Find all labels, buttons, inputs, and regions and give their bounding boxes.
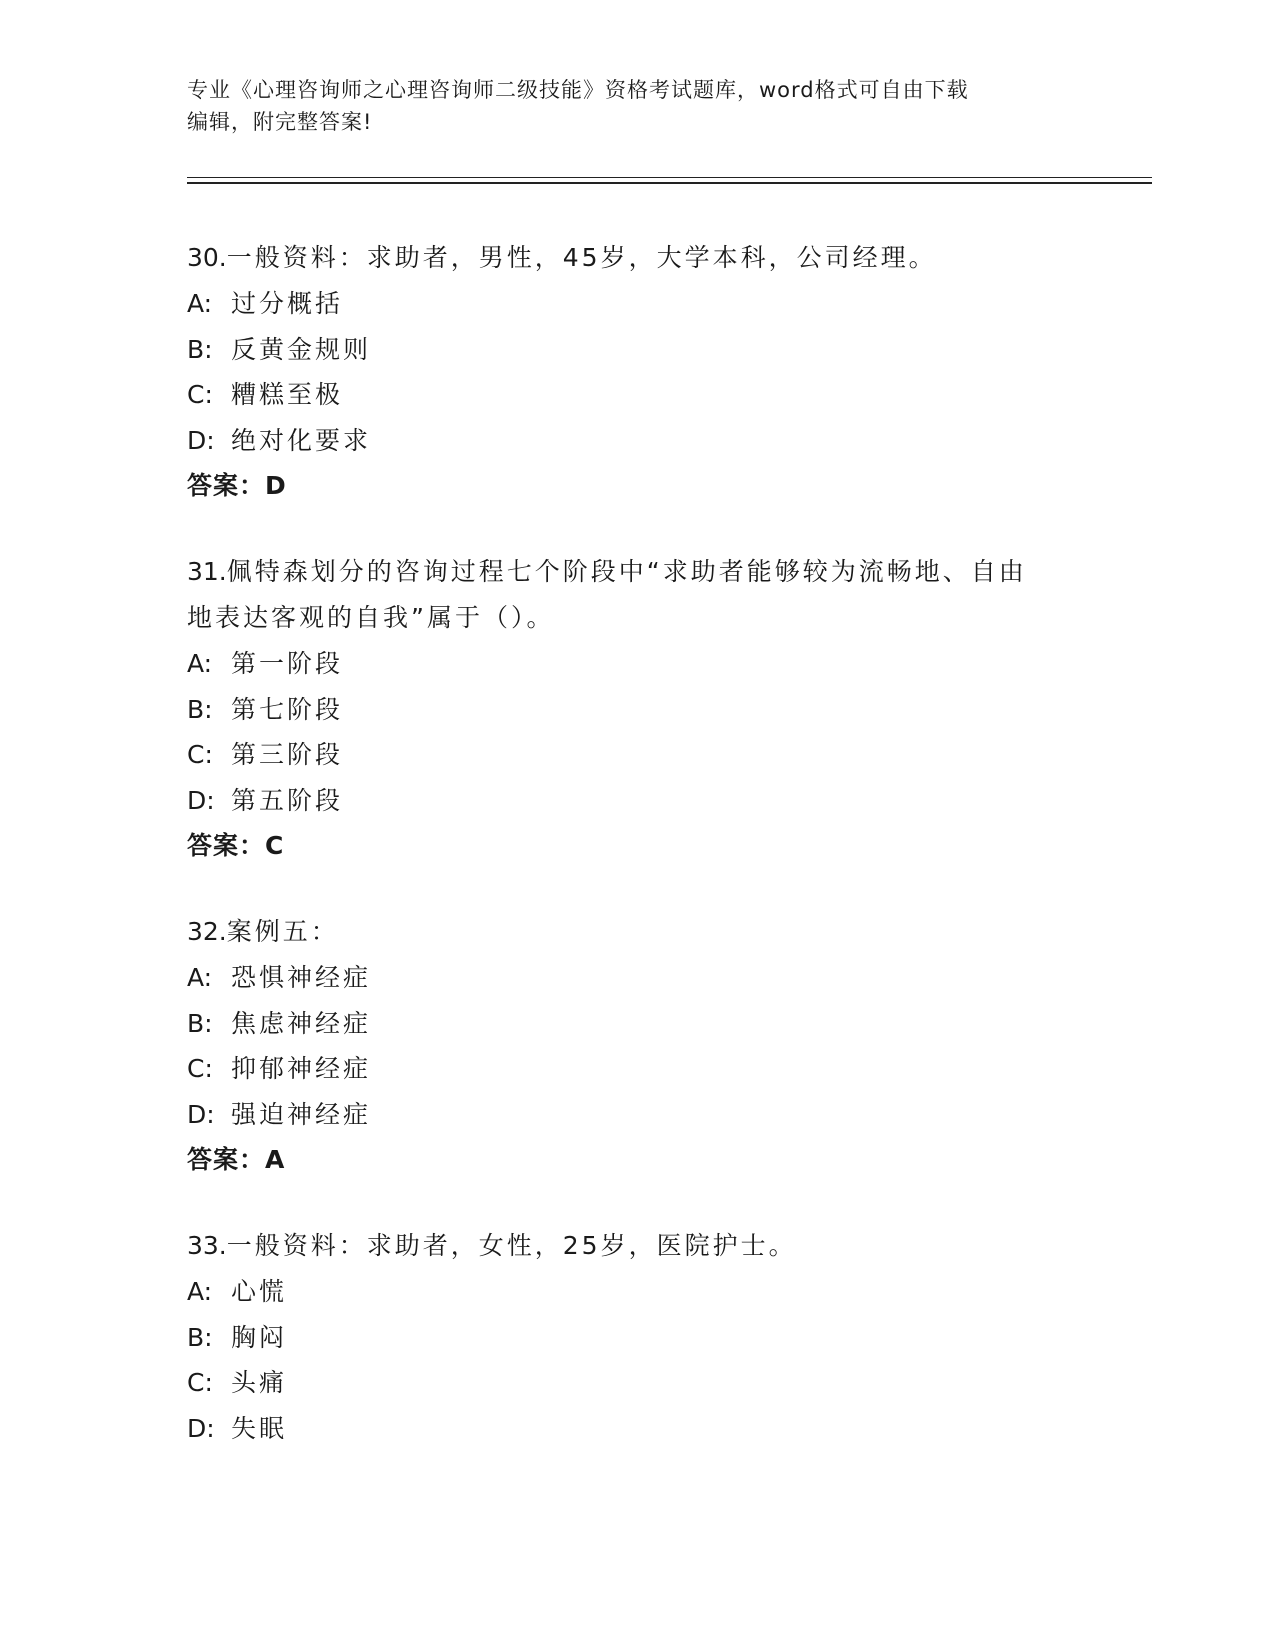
header-divider-thick bbox=[187, 182, 1152, 184]
option-c bbox=[187, 732, 1087, 778]
option-a bbox=[187, 955, 1087, 1001]
question-30 bbox=[187, 235, 1087, 509]
option-key: C: bbox=[187, 380, 213, 409]
option-c bbox=[187, 1360, 1087, 1406]
question-33 bbox=[187, 1223, 1087, 1451]
option-d bbox=[187, 418, 1087, 464]
question-number: 32. bbox=[187, 917, 227, 946]
option-text: 第五阶段 bbox=[231, 785, 344, 815]
option-text: 焦虑神经症 bbox=[231, 1008, 372, 1038]
option-b bbox=[187, 687, 1087, 733]
option-text: 绝对化要求 bbox=[231, 425, 372, 455]
option-key: A: bbox=[187, 649, 213, 678]
question-stem bbox=[187, 1223, 1087, 1269]
header-line-2: 编辑，附完整答案! bbox=[187, 110, 373, 134]
option-text: 第三阶段 bbox=[231, 740, 344, 769]
option-key: A: bbox=[187, 1277, 213, 1306]
option-a bbox=[187, 641, 1087, 687]
option-key: C: bbox=[187, 1368, 213, 1397]
option-b bbox=[187, 1001, 1087, 1047]
header-divider-thin bbox=[187, 177, 1152, 178]
option-key: A: bbox=[187, 289, 213, 318]
option-key: B: bbox=[187, 1322, 213, 1352]
question-number: 31. bbox=[187, 557, 227, 586]
option-text: 第一阶段 bbox=[231, 649, 344, 678]
option-key: A: bbox=[187, 963, 213, 992]
option-list bbox=[187, 281, 1087, 463]
option-list bbox=[187, 955, 1087, 1137]
question-text: 佩特森划分的咨询过程七个阶段中“求助者能够较为流畅地、自由 bbox=[226, 557, 1027, 586]
question-stem bbox=[187, 909, 1087, 955]
question-stem-continued: 地表达客观的自我”属于（）。 bbox=[187, 603, 555, 632]
option-key: D: bbox=[187, 785, 215, 815]
answer-line: 答案：C bbox=[187, 831, 285, 860]
option-a bbox=[187, 281, 1087, 327]
option-text: 心慌 bbox=[231, 1277, 288, 1306]
question-number: 33. bbox=[187, 1231, 227, 1260]
question-text: 案例五： bbox=[226, 917, 339, 946]
option-key: B: bbox=[187, 1008, 213, 1038]
option-text: 糟糕至极 bbox=[231, 380, 344, 409]
option-d bbox=[187, 1092, 1087, 1138]
option-d bbox=[187, 778, 1087, 824]
option-key: D: bbox=[187, 425, 215, 455]
option-text: 抑郁神经症 bbox=[231, 1054, 372, 1083]
option-a bbox=[187, 1269, 1087, 1315]
option-list bbox=[187, 1269, 1087, 1451]
question-list bbox=[187, 235, 1087, 1491]
answer-line: 答案：A bbox=[187, 1145, 286, 1174]
option-text: 恐惧神经症 bbox=[231, 963, 372, 992]
question-stem bbox=[187, 549, 1087, 595]
option-key: D: bbox=[187, 1413, 215, 1443]
question-text: 一般资料：求助者，女性，25岁，医院护士。 bbox=[226, 1231, 797, 1260]
option-b bbox=[187, 1315, 1087, 1361]
option-b bbox=[187, 327, 1087, 373]
option-text: 强迫神经症 bbox=[231, 1099, 372, 1129]
option-d bbox=[187, 1406, 1087, 1452]
question-31 bbox=[187, 549, 1087, 869]
document-header bbox=[187, 74, 1067, 138]
option-text: 过分概括 bbox=[231, 289, 344, 318]
option-list bbox=[187, 641, 1087, 823]
option-text: 反黄金规则 bbox=[231, 334, 372, 364]
option-text: 第七阶段 bbox=[231, 694, 344, 724]
option-key: D: bbox=[187, 1099, 215, 1129]
option-c bbox=[187, 1046, 1087, 1092]
option-text: 头痛 bbox=[231, 1368, 288, 1397]
option-key: B: bbox=[187, 334, 213, 364]
answer-line: 答案：D bbox=[187, 471, 287, 500]
header-line-1: 专业《心理咨询师之心理咨询师二级技能》资格考试题库，word格式可自由下载 bbox=[187, 78, 969, 102]
option-text: 失眠 bbox=[231, 1413, 288, 1443]
question-number: 30. bbox=[187, 243, 227, 272]
question-32 bbox=[187, 909, 1087, 1183]
option-text: 胸闷 bbox=[231, 1322, 288, 1352]
option-c bbox=[187, 372, 1087, 418]
question-text: 一般资料：求助者，男性，45岁，大学本科，公司经理。 bbox=[226, 243, 937, 272]
option-key: C: bbox=[187, 1054, 213, 1083]
question-stem bbox=[187, 235, 1087, 281]
option-key: B: bbox=[187, 694, 213, 724]
option-key: C: bbox=[187, 740, 213, 769]
